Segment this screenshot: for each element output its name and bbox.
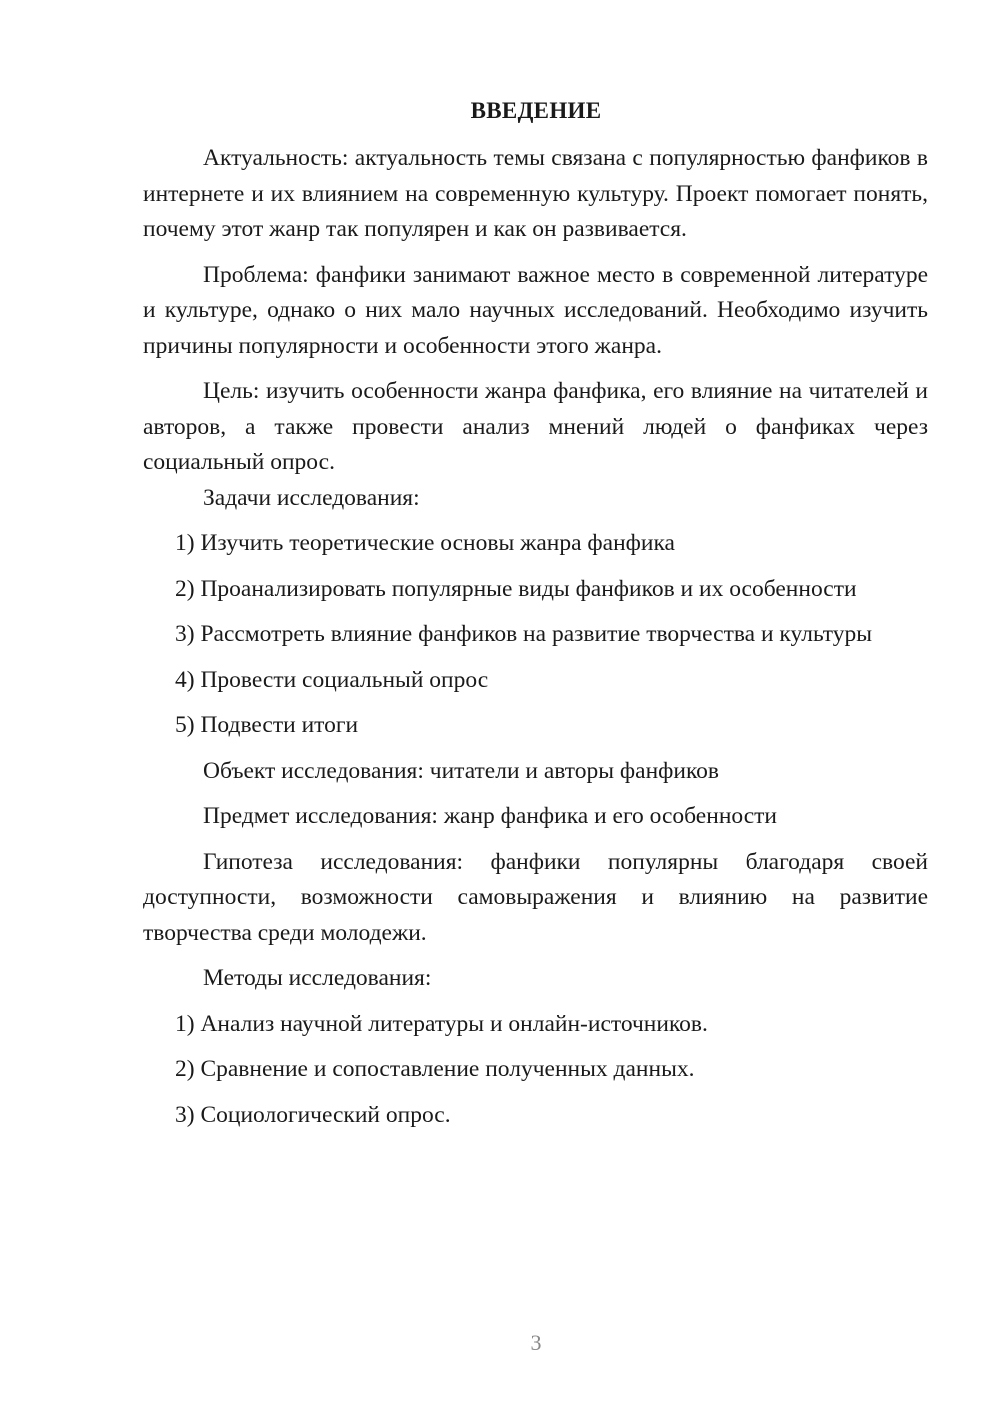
problem-paragraph: Проблема: фанфики занимают важное место в современной литературе и культуре, однако о них мало научных исследований. Необходимо изучить причины популярности и особенности этого жанра. xyxy=(143,261,928,359)
page-number: 3 xyxy=(530,1330,542,1355)
task-item: 5) Подвести итоги xyxy=(175,712,359,738)
section-heading: ВВЕДЕНИЕ xyxy=(470,98,602,123)
method-item: 2) Сравнение и сопоставление полученных данных. xyxy=(175,1056,695,1082)
body-text xyxy=(143,141,928,1133)
tasks-list xyxy=(143,526,928,744)
subject-line: Предмет исследования: жанр фанфика и его особенности xyxy=(203,803,778,829)
task-item: 4) Провести социальный опрос xyxy=(175,666,489,693)
task-item: 3) Рассмотреть влияние фанфиков на развитие творчества и культуры xyxy=(175,621,873,647)
methods-label: Методы исследования: xyxy=(203,965,432,991)
tasks-label: Задачи исследования: xyxy=(203,484,420,511)
goal-paragraph: Цель: изучить особенности жанра фанфика, его влияние на читателей и авторов, а также провести анализ мнений людей о фанфиках через социальный опрос. xyxy=(143,378,928,475)
method-item: 3) Социологический опрос. xyxy=(175,1101,451,1128)
method-item: 1) Анализ научной литературы и онлайн-источников. xyxy=(175,1010,708,1037)
object-line: Объект исследования: читатели и авторы фанфиков xyxy=(203,757,720,784)
hypothesis-paragraph: Гипотеза исследования: фанфики популярны благодаря своей доступности, возможности самовыражения и влиянию на развитие творчества среди молодежи. xyxy=(143,848,928,946)
task-item: 1) Изучить теоретические основы жанра фанфика xyxy=(175,530,675,556)
methods-list xyxy=(143,1007,928,1134)
relevance-paragraph: Актуальность: актуальность темы связана с популярностью фанфиков в интернете и их влиянием на современную культуру. Проект помогает понять, почему этот жанр так популярен и как он развивается. xyxy=(143,145,928,242)
task-item: 2) Проанализировать популярные виды фанфиков и их особенности xyxy=(175,575,857,602)
